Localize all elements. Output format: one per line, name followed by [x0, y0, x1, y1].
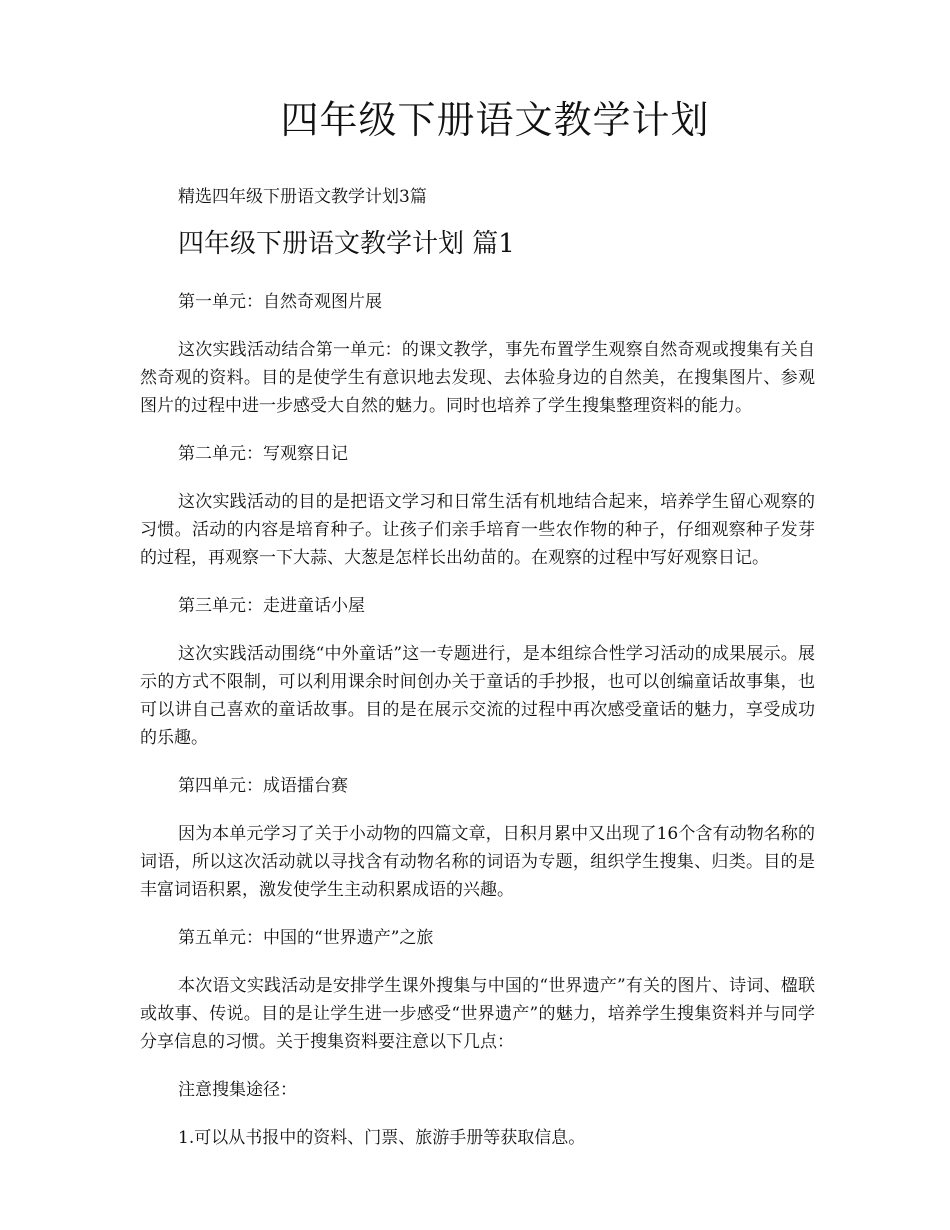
- unit-1-paragraph: 这次实践活动结合第一单元：的课文教学，事先布置学生观察自然奇观或搜集有关自然奇观的资料。目的是使学生有意识地去发现、去体验身边的自然美，在搜集图片、参观图片的过程中进一步感受大自然的魅力。同时也培养了学生搜集整理资料的能力。: [140, 340, 815, 416]
- unit-2-title: 第二单元：写观察日记: [178, 444, 348, 464]
- unit-4-paragraph: 因为本单元学习了关于小动物的四篇文章，日积月累中又出现了16个含有动物名称的词语，所以这次活动就以寻找含有动物名称的词语为专题，组织学生搜集、归类。目的是丰富词语积累，激发使学生主动积累成语的兴趣。: [140, 824, 815, 900]
- unit-5-title: 第五单元：中国的“世界遗产”之旅: [178, 928, 434, 948]
- section-heading: 四年级下册语文教学计划 篇1: [178, 229, 515, 259]
- unit-1-title: 第一单元：自然奇观图片展: [178, 292, 382, 312]
- document-title: 四年级下册语文教学计划: [280, 98, 710, 142]
- document-subtitle: 精选四年级下册语文教学计划3篇: [178, 187, 427, 207]
- list-item: 1.可以从书报中的资料、门票、旅游手册等获取信息。: [178, 1128, 586, 1148]
- unit-2-paragraph: 这次实践活动的目的是把语文学习和日常生活有机地结合起来，培养学生留心观察的习惯。活动的内容是培育种子。让孩子们亲手培育一些农作物的种子，仔细观察种子发芽的过程，再观察一下大蒜、大葱是怎样长出幼苗的。在观察的过程中写好观察日记。: [140, 492, 815, 568]
- unit-3-title: 第三单元：走进童话小屋: [178, 596, 365, 616]
- unit-4-title: 第四单元：成语擂台赛: [178, 776, 348, 796]
- document-body: [140, 288, 815, 1172]
- note-heading: 注意搜集途径：: [178, 1080, 297, 1100]
- unit-3-paragraph: 这次实践活动围绕“中外童话”这一专题进行，是本组综合性学习活动的成果展示。展示的方式不限制，可以利用课余时间创办关于童话的手抄报，也可以创编童话故事集，也可以讲自己喜欢的童话故事。目的是在展示交流的过程中再次感受童话的魅力，享受成功的乐趣。: [140, 644, 815, 748]
- unit-5-paragraph: 本次语文实践活动是安排学生课外搜集与中国的“世界遗产”有关的图片、诗词、楹联或故事、传说。目的是让学生进一步感受“世界遗产”的魅力，培养学生搜集资料并与同学分享信息的习惯。关于搜集资料要注意以下几点：: [140, 976, 815, 1052]
